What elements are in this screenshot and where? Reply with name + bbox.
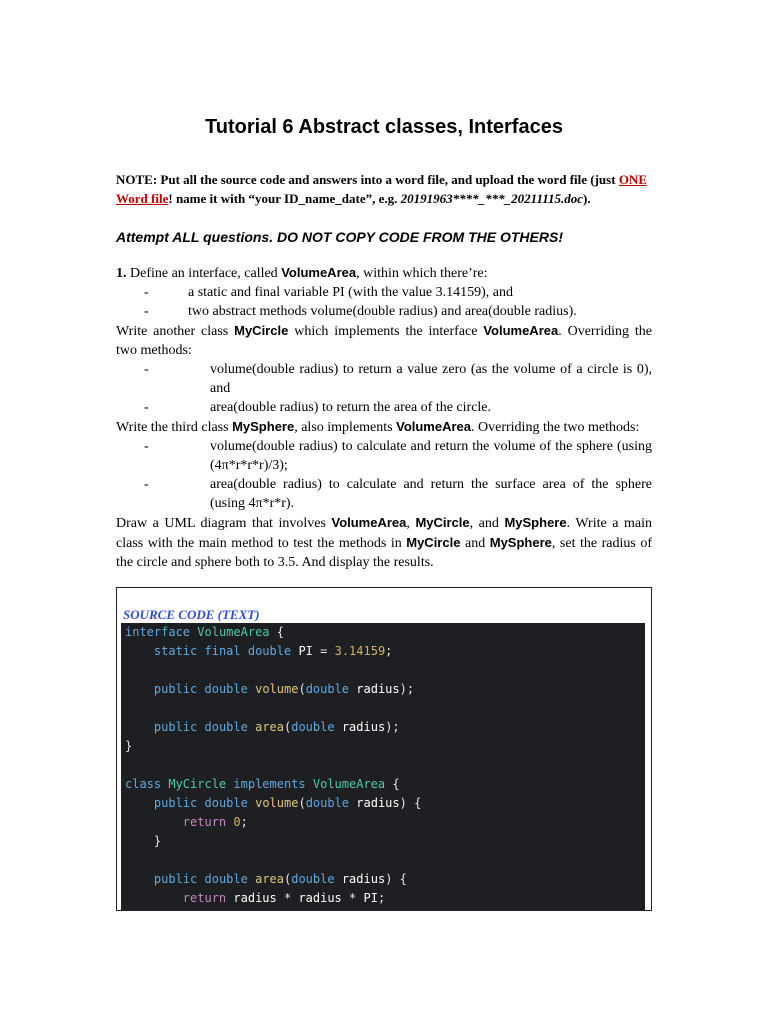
code-line: }	[125, 739, 133, 753]
bullet-dash: -	[144, 304, 149, 319]
note-end: ).	[583, 191, 591, 206]
term-volumearea: VolumeArea	[331, 515, 407, 530]
list-item	[116, 437, 652, 475]
list-item	[116, 283, 652, 302]
question-1	[116, 263, 652, 572]
bullet-dash: -	[144, 362, 149, 377]
p3-text-c: , also implements	[294, 420, 393, 435]
p3-text-e: . Overriding the two methods:	[471, 420, 640, 435]
list-item	[116, 475, 652, 513]
list-item-text: area(double radius) to return the area of the circle.	[210, 400, 492, 415]
code-line: }	[125, 834, 162, 848]
q1-paragraph-2	[116, 321, 652, 360]
term-mysphere: MySphere	[504, 515, 567, 530]
source-code-heading: SOURCE CODE (TEXT)	[123, 607, 260, 622]
note-text: NOTE: Put all the source code and answers into a word file, and upload the word file (just	[116, 172, 616, 187]
p4-text-a: Draw a UML diagram that involves	[116, 516, 326, 531]
p4-and-2: and	[464, 536, 486, 551]
bullet-dash: -	[144, 285, 149, 300]
p2-text-a: Write another class	[116, 324, 229, 339]
p4-text-g: . Write a main class with the main method to test the methods in	[116, 516, 652, 551]
list-item	[116, 398, 652, 417]
p2-text-e: . Overriding the two methods:	[116, 324, 652, 358]
p2-text-c: which implements the interface	[294, 324, 478, 339]
code-line	[121, 756, 645, 775]
one-word-file-link[interactable]: ONE Word file	[116, 172, 647, 206]
term-mycircle: MyCircle	[406, 535, 461, 550]
term-mycircle: MyCircle	[234, 323, 289, 338]
term-mycircle: MyCircle	[415, 515, 470, 530]
submission-note	[116, 170, 656, 208]
term-volumearea: VolumeArea	[396, 419, 472, 434]
code-line	[121, 699, 645, 718]
note-filename-example: 20191963****_***_20211115.doc	[400, 191, 584, 206]
p3-text-a: Write the third class	[116, 420, 229, 435]
p4-and: , and	[469, 516, 499, 531]
p4-comma: ,	[406, 516, 410, 531]
code-line: return 0;	[182, 815, 248, 829]
list-item-text: two abstract methods volume(double radius) and area(double radius).	[188, 304, 577, 319]
code-line: class MyCircle implements VolumeArea {	[125, 777, 400, 791]
p4-text-k: , set the radius of the circle and sphere both to 3.5. And display the results.	[116, 536, 653, 570]
term-mysphere: MySphere	[232, 419, 295, 434]
q1-paragraph-3	[116, 417, 652, 437]
code-line	[121, 851, 645, 870]
question-number: 1.	[116, 266, 127, 281]
term-mysphere: MySphere	[489, 535, 552, 550]
code-line: return radius * radius * PI;	[182, 891, 386, 905]
bullet-dash: -	[144, 477, 149, 492]
note-suffix: ! name it with “your ID_name_date”, e.g.	[168, 191, 398, 206]
term-volumearea: VolumeArea	[483, 323, 559, 338]
code-line	[121, 661, 645, 680]
attempt-instruction: Attempt ALL questions. DO NOT COPY CODE FROM THE OTHERS!	[116, 229, 563, 245]
code-line: public double volume(double radius);	[153, 682, 415, 696]
code-line: public double area(double radius);	[153, 720, 400, 734]
source-code-box	[116, 587, 652, 911]
list-item-text: a static and final variable PI (with the value 3.14159), and	[188, 285, 514, 300]
code-line: public double volume(double radius) {	[153, 796, 422, 810]
list-item-text: area(double radius) to calculate and return the surface area of the sphere (using 4π*r*r).	[210, 477, 652, 511]
q1-paragraph-4	[116, 513, 652, 572]
list-item-text: volume(double radius) to return a value zero (as the volume of a circle is 0), and	[210, 362, 652, 396]
q1-intro	[116, 263, 652, 283]
q1-intro-end: , within which there’re:	[356, 266, 488, 281]
q1-intro-text: Define an interface, called	[130, 266, 278, 281]
code-line: public double area(double radius) {	[153, 872, 407, 886]
list-item	[116, 302, 652, 321]
page-title: Tutorial 6 Abstract classes, Interfaces	[205, 116, 563, 138]
code-line: static final double PI = 3.14159;	[153, 644, 393, 658]
term-volumearea: VolumeArea	[281, 265, 357, 280]
code-line: interface VolumeArea {	[125, 625, 284, 639]
bullet-dash: -	[144, 439, 149, 454]
list-item	[116, 360, 652, 398]
bullet-dash: -	[144, 400, 149, 415]
code-block	[121, 623, 645, 911]
list-item-text: volume(double radius) to calculate and return the volume of the sphere (using (4π*r*r*r)/3);	[210, 439, 652, 473]
